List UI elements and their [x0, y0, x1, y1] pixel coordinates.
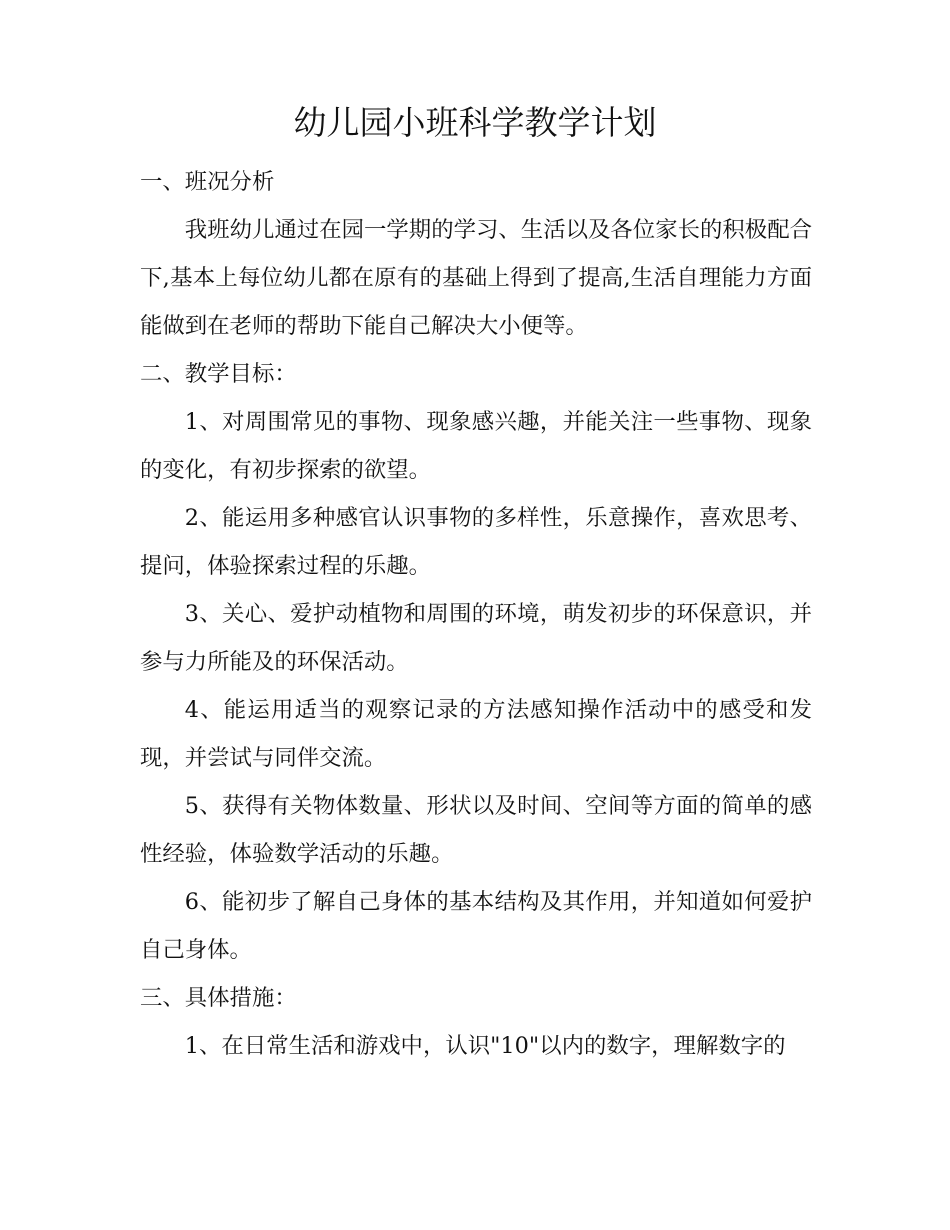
paragraph-class-analysis: 我班幼儿通过在园一学期的学习、生活以及各位家长的积极配合下,基本上每位幼儿都在原有的基础上得到了提高,生活自理能力方面能做到在老师的帮助下能自己解决大小便等。	[140, 217, 812, 339]
section-heading-measures: 三、具体措施：	[140, 985, 297, 1011]
section-heading-teaching-goals: 二、教学目标：	[140, 361, 297, 387]
paragraph-goal-5: 5、获得有关物体数量、形状以及时间、空间等方面的简单的感性经验，体验数学活动的乐趣。	[140, 793, 812, 867]
paragraph-goal-6: 6、能初步了解自己身体的基本结构及其作用，并知道如何爱护自己身体。	[140, 889, 812, 963]
section-heading-class-analysis: 一、班况分析	[140, 169, 275, 195]
paragraph-measure-1: 1、在日常生活和游戏中，认识"10"以内的数字，理解数字的	[184, 1033, 786, 1059]
paragraph-goal-4: 4、能运用适当的观察记录的方法感知操作活动中的感受和发现，并尝试与同伴交流。	[140, 697, 812, 771]
document-body	[140, 158, 812, 1070]
paragraph-goal-1: 1、对周围常见的事物、现象感兴趣，并能关注一些事物、现象的变化，有初步探索的欲望。	[140, 409, 812, 483]
document-title: 幼儿园小班科学教学计划	[293, 103, 657, 142]
paragraph-goal-3: 3、关心、爱护动植物和周围的环境，萌发初步的环保意识，并参与力所能及的环保活动。	[140, 601, 812, 675]
paragraph-goal-2: 2、能运用多种感官认识事物的多样性，乐意操作，喜欢思考、提问，体验探索过程的乐趣。	[140, 505, 812, 579]
